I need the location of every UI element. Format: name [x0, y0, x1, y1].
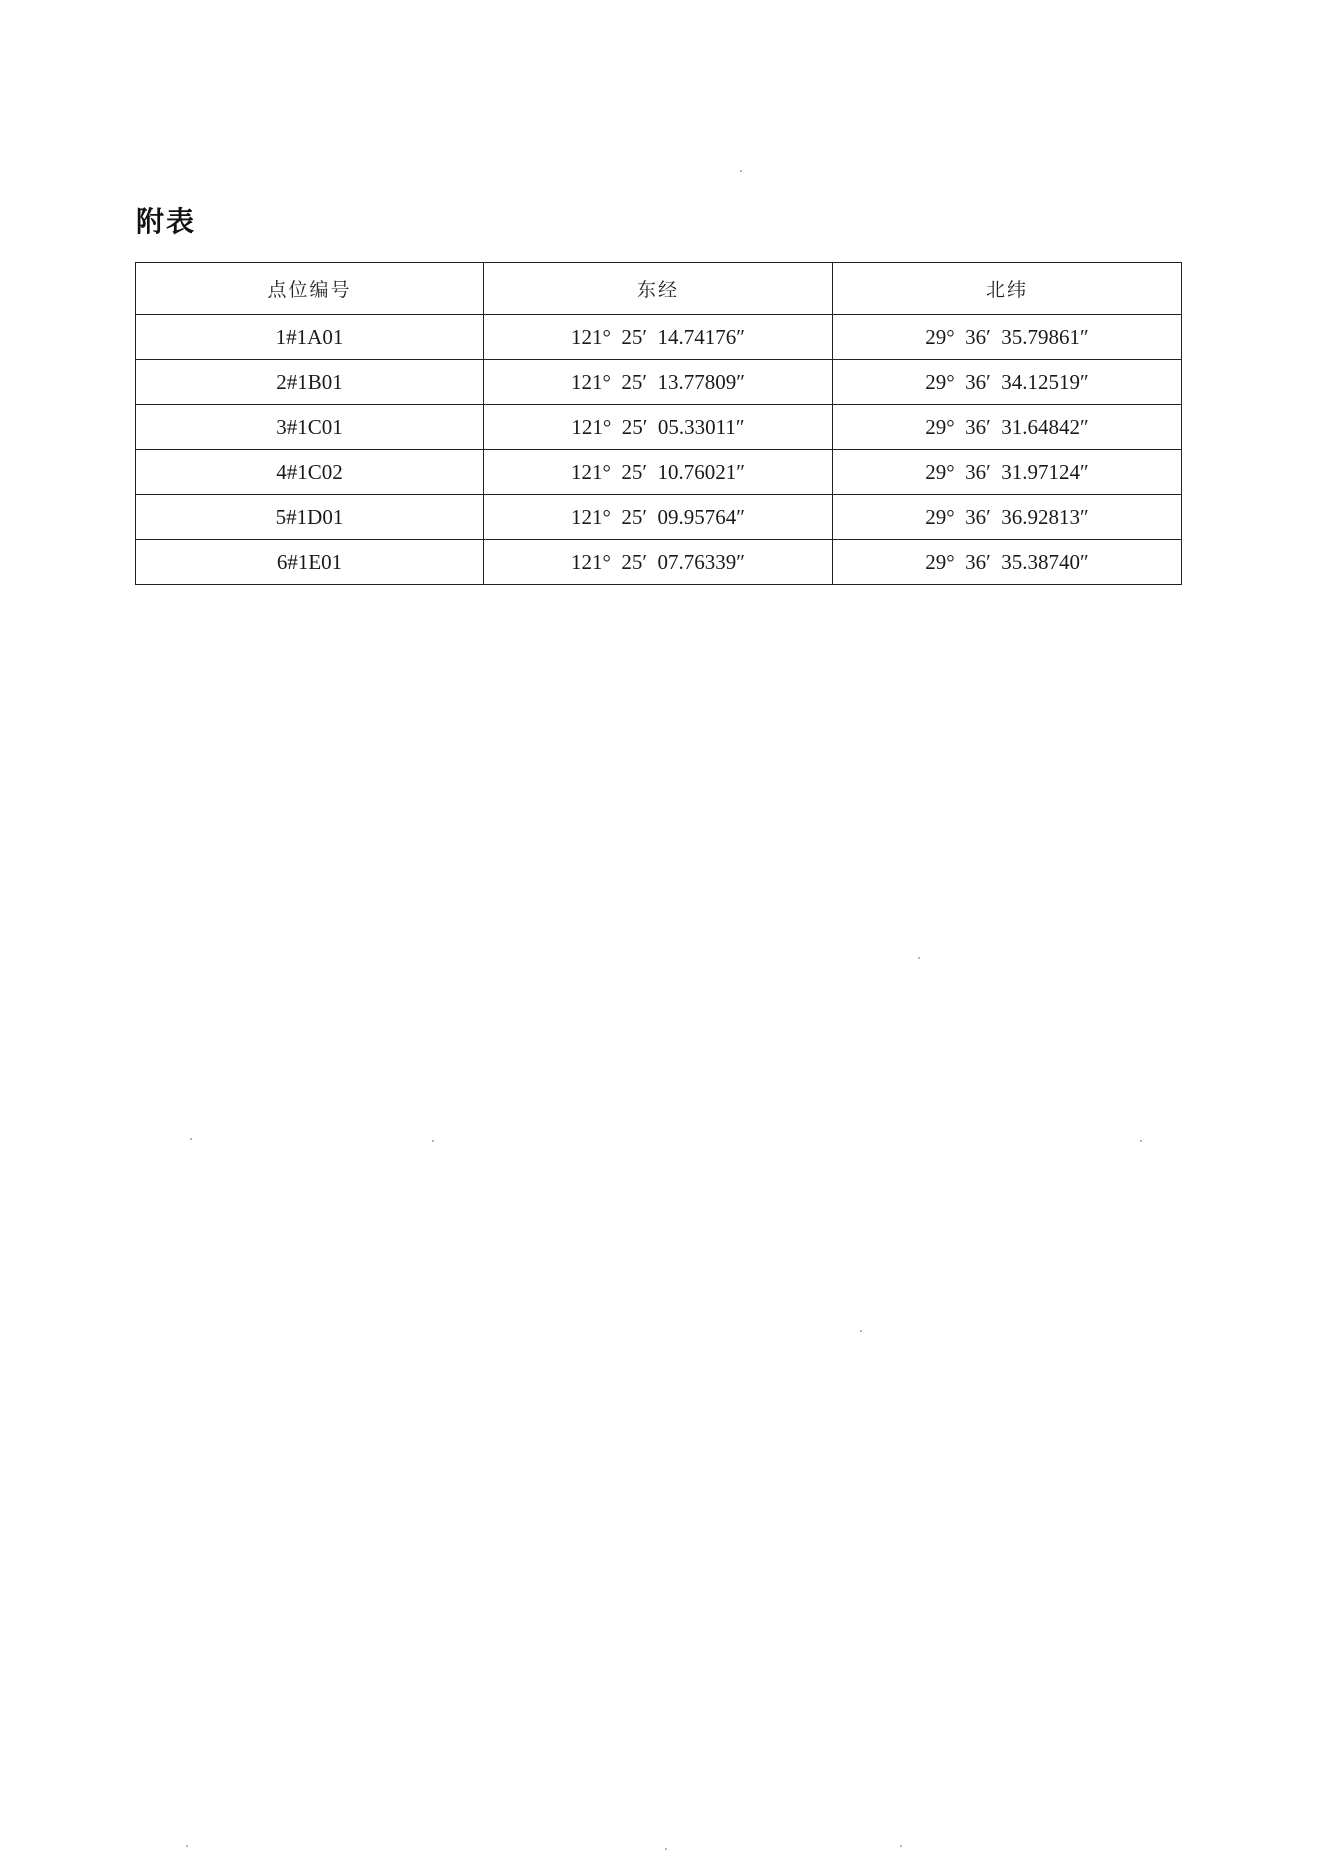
scan-speck — [918, 957, 920, 959]
cell-latitude: 29° 36′ 36.92813″ — [833, 495, 1182, 540]
cell-point-id: 1#1A01 — [136, 315, 484, 360]
table-row — [136, 450, 1182, 495]
scan-speck — [900, 1845, 902, 1847]
table-header-row — [136, 263, 1182, 315]
scan-speck — [186, 1845, 188, 1847]
cell-longitude: 121° 25′ 09.95764″ — [484, 495, 833, 540]
cell-latitude: 29° 36′ 35.38740″ — [833, 540, 1182, 585]
cell-longitude: 121° 25′ 10.76021″ — [484, 450, 833, 495]
scan-speck — [665, 1848, 667, 1850]
scan-speck — [190, 1138, 192, 1140]
table-row — [136, 315, 1182, 360]
cell-point-id: 2#1B01 — [136, 360, 484, 405]
cell-longitude: 121° 25′ 13.77809″ — [484, 360, 833, 405]
table-row — [136, 360, 1182, 405]
table-row — [136, 495, 1182, 540]
cell-point-id: 5#1D01 — [136, 495, 484, 540]
cell-latitude: 29° 36′ 31.97124″ — [833, 450, 1182, 495]
table-row — [136, 405, 1182, 450]
scan-speck — [1140, 1140, 1142, 1142]
cell-point-id: 4#1C02 — [136, 450, 484, 495]
scan-speck — [740, 170, 742, 172]
cell-latitude: 29° 36′ 34.12519″ — [833, 360, 1182, 405]
page-title: 附表 — [136, 205, 197, 238]
header-longitude: 东经 — [484, 263, 833, 315]
cell-point-id: 6#1E01 — [136, 540, 484, 585]
cell-longitude: 121° 25′ 07.76339″ — [484, 540, 833, 585]
cell-longitude: 121° 25′ 05.33011″ — [484, 405, 833, 450]
coordinates-table — [135, 262, 1182, 585]
scan-speck — [860, 1330, 862, 1332]
cell-latitude: 29° 36′ 31.64842″ — [833, 405, 1182, 450]
scan-speck — [432, 1140, 434, 1142]
header-latitude: 北纬 — [833, 263, 1182, 315]
header-point-id: 点位编号 — [136, 263, 484, 315]
cell-latitude: 29° 36′ 35.79861″ — [833, 315, 1182, 360]
cell-longitude: 121° 25′ 14.74176″ — [484, 315, 833, 360]
cell-point-id: 3#1C01 — [136, 405, 484, 450]
table-row — [136, 540, 1182, 585]
